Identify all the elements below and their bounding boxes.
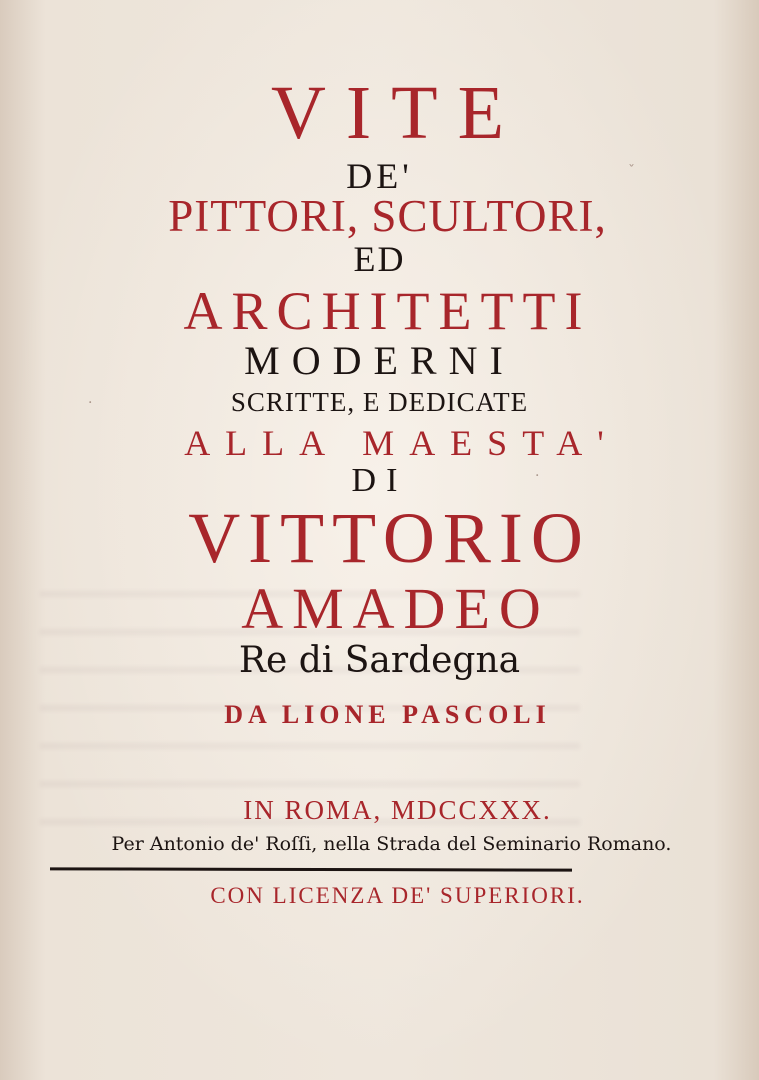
title: VITE [270, 71, 525, 155]
dedication-intro: SCRITTE, E DEDICATE [230, 387, 529, 417]
paper-fleck: ˇ [628, 163, 635, 179]
horizontal-rule [50, 867, 572, 871]
title-preposition: DE' [346, 156, 413, 196]
imprint-place-year: IN ROMA, MDCCXXX. [243, 795, 552, 825]
dedication-di: DI [351, 462, 408, 499]
dedicatee-name-2: AMADEO [241, 576, 550, 641]
modifier: MODERNI [244, 338, 515, 383]
imprint-printer: Per Antonio de' Roſſi, nella Strada del Seminario Romano. [111, 833, 672, 855]
paper-fleck: · [88, 395, 93, 411]
dedicatee-title: Re di Sardegna [238, 640, 521, 681]
author-line: DA LIONE PASCOLI [224, 700, 551, 729]
dedicatee-name-1: VITTORIO [188, 498, 591, 578]
subjects-line-1: PITTORI, SCULTORI, [168, 191, 607, 241]
paper-fleck: · [535, 468, 540, 484]
dedication-to: ALLA MAESTA' [184, 423, 619, 463]
subjects-line-2: ARCHITETTI [183, 281, 592, 341]
license-line: CON LICENZA DE' SUPERIORI. [210, 883, 585, 908]
conjunction: ED [353, 239, 406, 279]
